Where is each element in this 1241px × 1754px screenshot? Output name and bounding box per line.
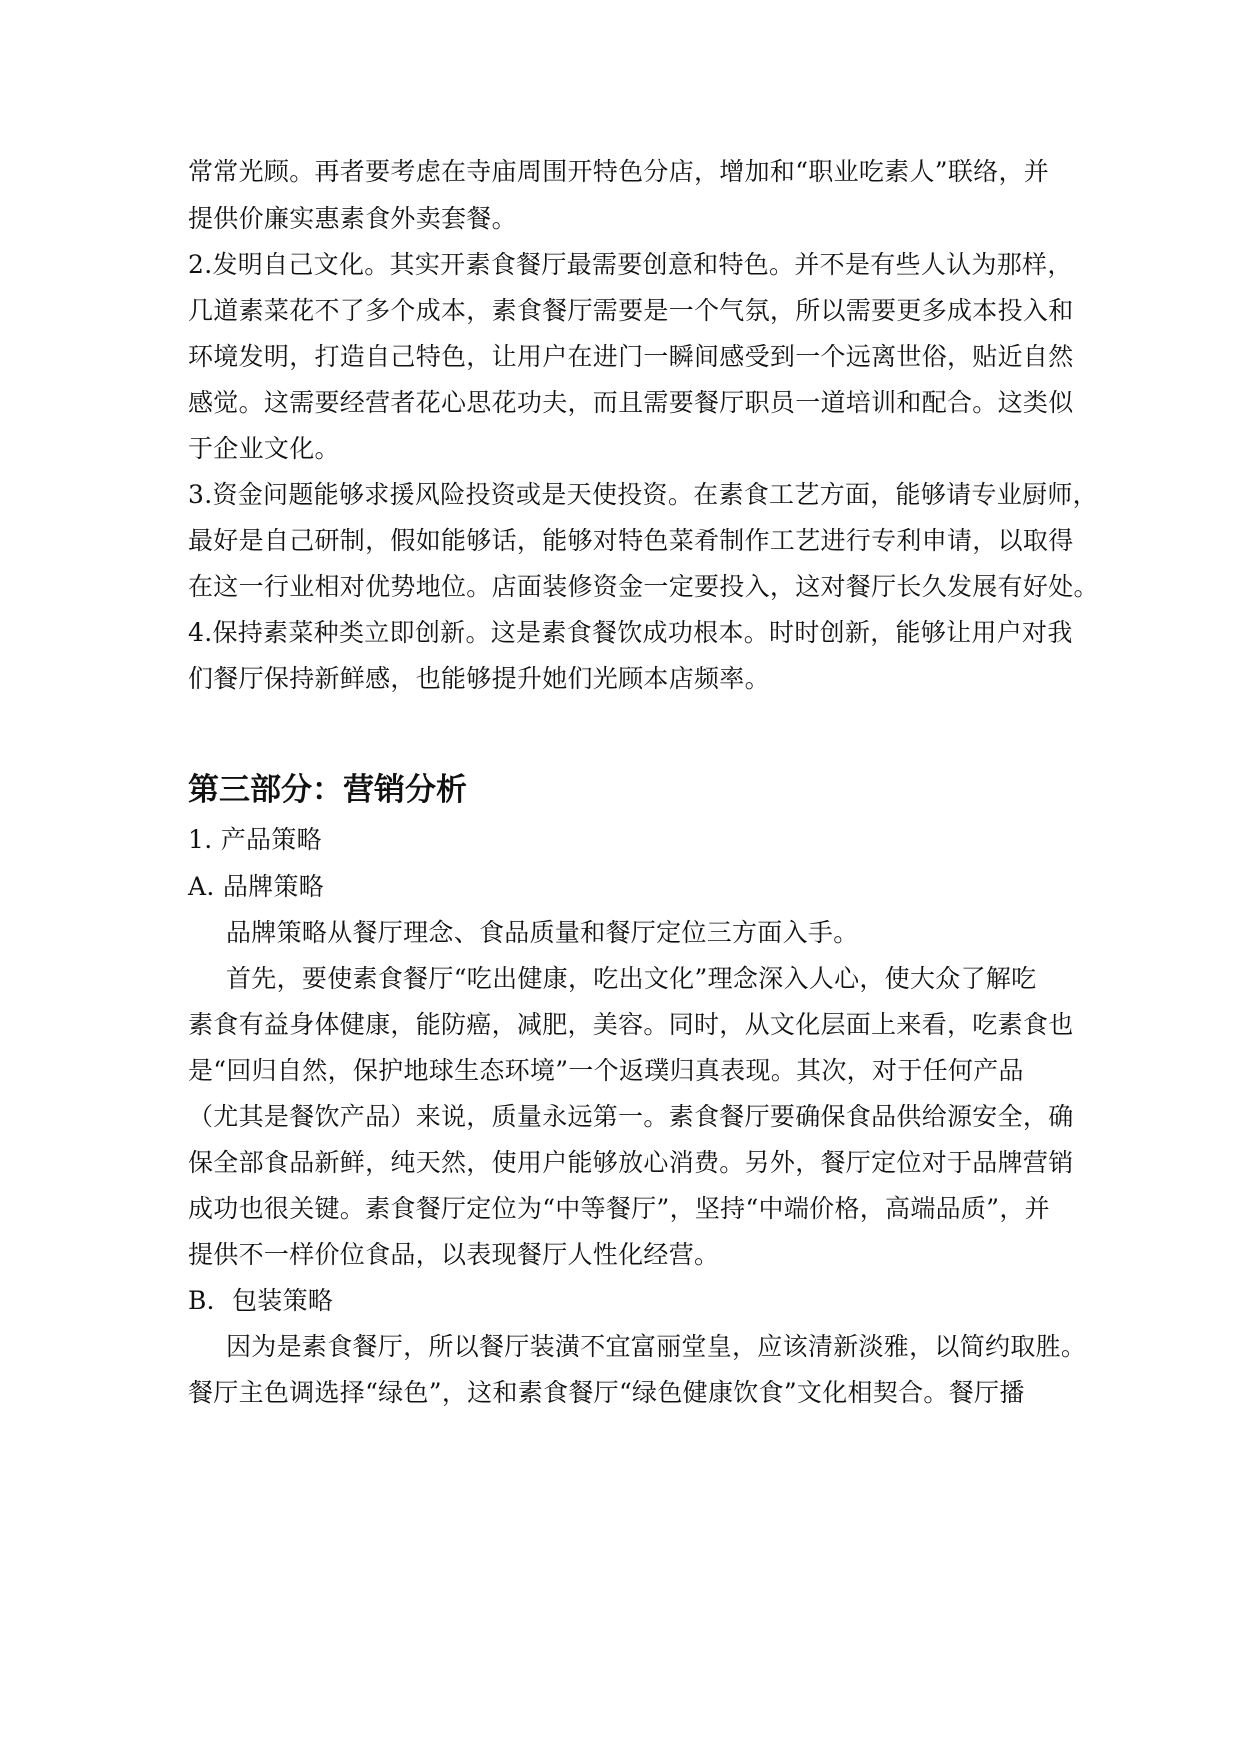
section-heading: 第三部分：营销分析: [188, 772, 467, 808]
text-line: 环境发明，打造自己特色，让用户在进门一瞬间感受到一个远离世俗，贴近自然: [188, 342, 1074, 371]
list-item: B．包装策略: [188, 1286, 334, 1315]
text-line: 2.发明自己文化。其实开素食餐厅最需要创意和特色。并不是有些人认为那样，: [188, 250, 1073, 279]
paragraph-line: 因为是素食餐厅，所以餐厅装潢不宜富丽堂皇，应该清新淡雅，以简约取胜。: [226, 1332, 1087, 1361]
paragraph-line: 是“回归自然，保护地球生态环境”一个返璞归真表现。其次，对于任何产品: [188, 1056, 1024, 1085]
paragraph-line: 首先，要使素食餐厅“吃出健康，吃出文化”理念深入人心，使大众了解吃: [226, 964, 1037, 993]
text-line: 感觉。这需要经营者花心思花功夫，而且需要餐厅职员一道培训和配合。这类似: [188, 388, 1074, 417]
list-item: A. 品牌策略: [188, 872, 325, 901]
paragraph-line: 保全部食品新鲜，纯天然，使用户能够放心消费。另外，餐厅定位对于品牌营销: [188, 1148, 1074, 1177]
text-line: 4.保持素菜种类立即创新。这是素食餐饮成功根本。时时创新，能够让用户对我: [188, 618, 1073, 647]
text-line: 提供价廉实惠素食外卖套餐。: [188, 204, 517, 233]
text-line: 常常光顾。再者要考虑在寺庙周围开特色分店，增加和“职业吃素人”联络，并: [188, 157, 1050, 186]
text-line: 最好是自己研制，假如能够话，能够对特色菜肴制作工艺进行专利申请，以取得: [188, 526, 1074, 555]
paragraph-line: 成功也很关键。素食餐厅定位为“中等餐厅”，坚持“中端价格，高端品质”，并: [188, 1194, 1050, 1223]
text-line: 在这一行业相对优势地位。店面装修资金一定要投入，这对餐厅长久发展有好处。: [188, 572, 1099, 601]
paragraph-line: （尤其是餐饮产品）来说，质量永远第一。素食餐厅要确保食品供给源安全，确: [188, 1102, 1074, 1131]
paragraph-line: 素食有益身体健康，能防癌，减肥，美容。同时，从文化层面上来看，吃素食也: [188, 1010, 1074, 1039]
text-line: 于企业文化。: [188, 434, 340, 463]
paragraph-line: 餐厅主色调选择“绿色”，这和素食餐厅“绿色健康饮食”文化相契合。餐厅播: [188, 1378, 1025, 1407]
paragraph-line: 品牌策略从餐厅理念、食品质量和餐厅定位三方面入手。: [226, 918, 859, 947]
text-line: 几道素菜花不了多个成本，素食餐厅需要是一个气氛，所以需要更多成本投入和: [188, 296, 1074, 325]
text-line: 们餐厅保持新鲜感，也能够提升她们光顾本店频率。: [188, 664, 770, 693]
list-item: 1. 产品策略: [188, 825, 322, 854]
paragraph-line: 提供不一样价位食品，以表现餐厅人性化经营。: [188, 1240, 720, 1269]
text-line: 3.资金问题能够求援风险投资或是天使投资。在素食工艺方面，能够请专业厨师，: [188, 480, 1098, 509]
